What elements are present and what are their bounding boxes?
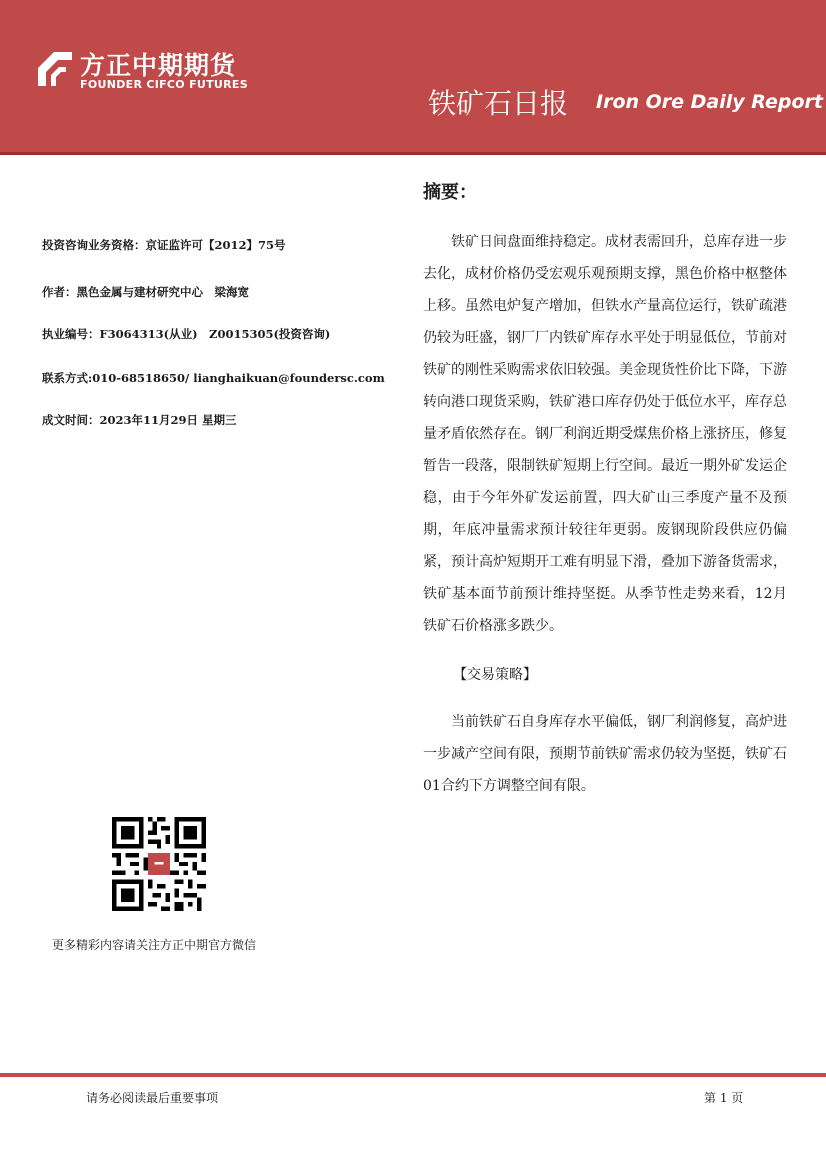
report-title-en: Iron Ore Daily Report [596,91,823,113]
strategy-title: 【交易策略】 [453,667,537,683]
author-line: 作者：黑色金属与建材研究中心 梁海宽 [42,285,249,299]
founder-logo-icon [34,48,74,88]
abstract-paragraph: 铁矿日间盘面维持稳定。成材表需回升，总库存进一步去化，成材价格仍受宏观乐观预期支撑，黑色价格中枢整体上移。虽然电炉复产增加，但铁水产量高位运行，铁矿疏港仍较为旺盛，钢厂厂内铁矿库存水平处于明显低位，节前对铁矿的刚性采购需求依旧较强。美金现货性价比下降，下游转向港口现货采购，铁矿港口库存仍处于低位水平，库存总量矛盾依然存在。钢厂利润近期受煤焦价格上涨挤压，修复暂告一段落，限制铁矿短期上行空间。最近一期外矿发运企稳，由于今年外矿发运前置，四大矿山三季度产量不及预期，年底冲量需求预计较往年更弱。废钢现阶段供应仍偏紧，预计高炉短期开工难有明显下滑，叠加下游备货需求，铁矿基本面节前预计维持坚挺。从季节性走势来看，12月铁矿石价格涨多跌少。 [423,234,787,634]
license-line: 执业编号：F3064313(从业) Z0015305(投资咨询) [42,327,331,341]
date-line: 成文时间：2023年11月29日 星期三 [42,413,237,427]
wechat-qr-code [112,817,206,911]
qualification-line: 投资咨询业务资格：京证监许可【2012】75号 [42,238,286,252]
brand-name-en: FOUNDER CIFCO FUTURES [80,78,248,91]
qr-caption: 更多精彩内容请关注方正中期官方微信 [52,938,257,952]
report-title-cn: 铁矿石日报 [428,87,569,120]
footer-notice: 请务必阅读最后重要事项 [86,1091,219,1105]
footer-divider [0,1073,826,1077]
page-number: 第 1 页 [704,1091,744,1105]
header-divider [0,152,826,155]
brand-name-cn: 方正中期期货 [80,51,237,80]
abstract-title: 摘要： [423,182,477,203]
strategy-paragraph: 当前铁矿石自身库存水平偏低，钢厂利润修复，高炉进一步减产空间有限，预期节前铁矿需求仍较为坚挺，铁矿石01合约下方调整空间有限。 [423,714,787,794]
contact-line: 联系方式:010-68518650/ lianghaikuan@foundersc.com [42,371,385,385]
